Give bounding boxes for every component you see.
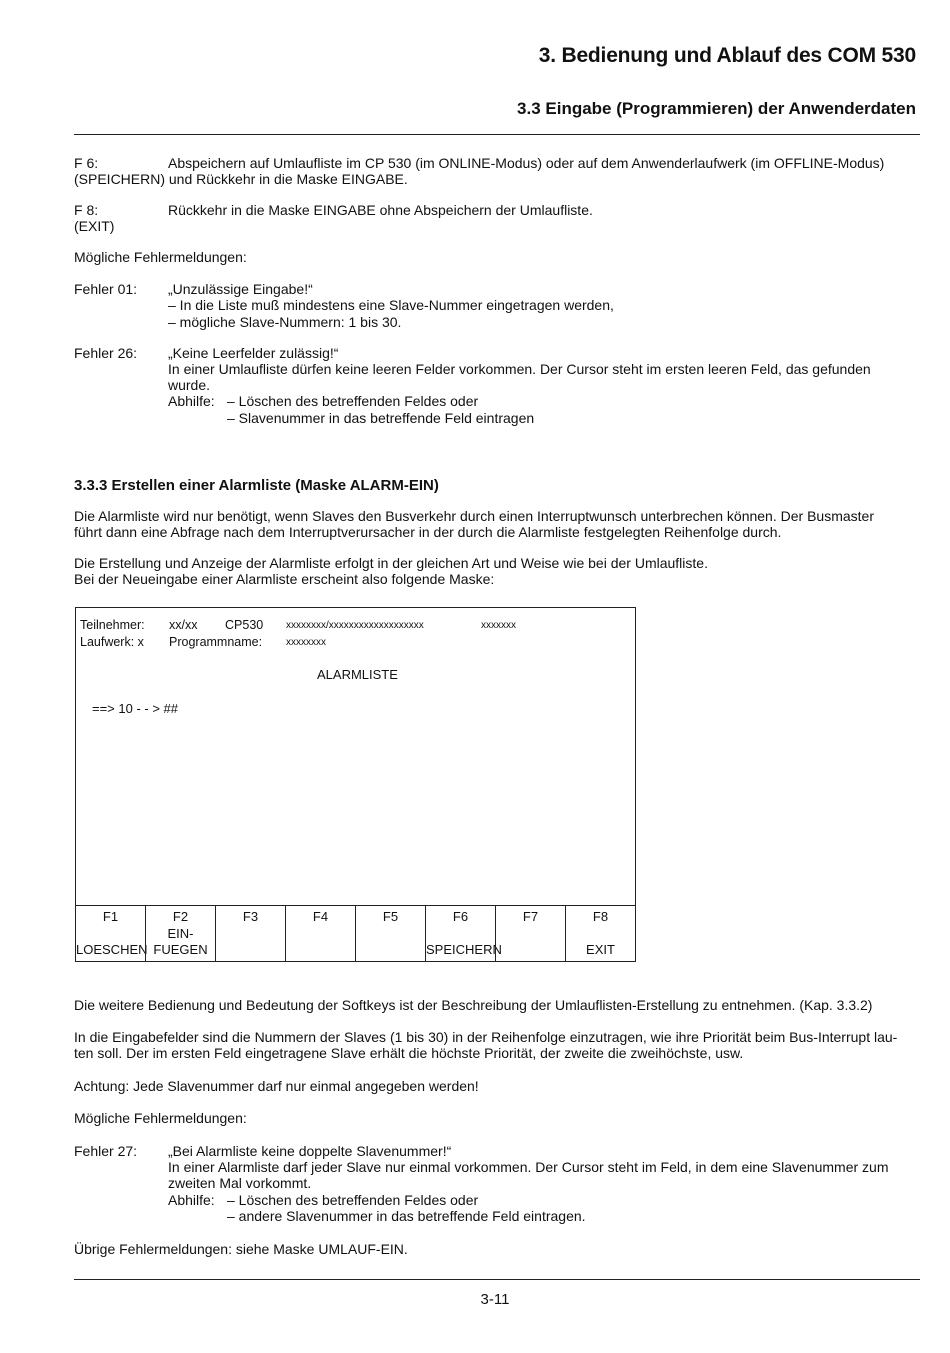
softkey-f3-key: F3 [242, 909, 259, 924]
fehler26-text2: wurde. [168, 377, 211, 393]
softkey-f5-key: F5 [382, 909, 399, 924]
softkey-f6-key: F6 [452, 909, 469, 924]
section-p2a: Die Erstellung und Anzeige der Alarmliste erfolgt in der gleichen Art und Weise wie bei der Umlaufliste. [74, 555, 708, 571]
f8-sub: (EXIT) [74, 218, 115, 234]
softkey-f4[interactable] [285, 906, 355, 962]
softkey-f1-key: F1 [102, 909, 119, 924]
subsection-title: 3.3.3 Erstellen einer Alarmliste (Maske ALARM-EIN) [74, 477, 439, 494]
f8-key: F 8: [74, 202, 99, 218]
softkey-f8-key: F8 [592, 909, 609, 924]
program-name-value: xxxxxxxx [286, 637, 326, 648]
fehler26-msg: „Keine Leerfelder zulässig!“ [168, 345, 339, 361]
after-p2a: In die Eingabefelder sind die Nummern der Slaves (1 bis 30) in der Reihenfolge einzutragen, wie ihre Priorität beim Bus-Interrupt lau- [74, 1029, 898, 1045]
participant-value: xx/xx [169, 618, 198, 632]
softkey-f2-label: EIN- [167, 926, 194, 941]
after-p3: Achtung: Jede Slavenummer darf nur einmal angegeben werden! [74, 1078, 479, 1094]
softkey-f3[interactable] [215, 906, 285, 962]
softkey-f8[interactable] [565, 906, 636, 962]
header-rule [74, 134, 920, 135]
softkey-f8-label: EXIT [586, 942, 615, 957]
softkey-bar [75, 905, 636, 962]
softkey-f2-key: F2 [172, 909, 189, 924]
f6-text-cont: (SPEICHERN) und Rückkehr in die Maske EINGABE. [74, 171, 408, 187]
fehler27-text2: zweiten Mal vorkommt. [168, 1175, 312, 1191]
path-value: xxxxxxxx/xxxxxxxxxxxxxxxxxxx [286, 620, 424, 631]
softkey-f1-label: LOESCHEN [76, 942, 148, 957]
softkey-f7[interactable] [495, 906, 565, 962]
fehler26-label: Fehler 26: [74, 345, 138, 361]
errors-intro: Mögliche Fehlermeldungen: [74, 249, 247, 265]
fehler27-a2: – andere Slavenummer in das betreffende Feld eintragen. [227, 1208, 586, 1224]
softkey-f6[interactable] [425, 906, 502, 962]
softkey-f2[interactable] [145, 906, 215, 962]
softkey-f7-key: F7 [522, 909, 539, 924]
extra-value: xxxxxxx [481, 620, 516, 631]
fehler01-b2: – mögliche Slave-Nummern: 1 bis 30. [168, 314, 402, 330]
fehler01-label: Fehler 01: [74, 281, 138, 297]
softkey-f1[interactable] [75, 906, 148, 962]
fehler26-a2: – Slavenummer in das betreffende Feld eintragen [227, 410, 535, 426]
participant-label: Teilnehmer: [80, 618, 145, 632]
section-p2b: Bei der Neueingabe einer Alarmliste erscheint also folgende Maske: [74, 571, 495, 587]
fehler26-abhilfe-label: Abhilfe: [168, 393, 215, 409]
entry-field[interactable]: ==> 10 - - > ## [92, 701, 179, 716]
section-p1b: führt dann eine Abfrage nach dem Interruptverursacher in der durch die Alarmliste festgelegten Reihenfolge durch. [74, 524, 782, 540]
fehler27-label: Fehler 27: [74, 1143, 138, 1159]
f6-text: Abspeichern auf Umlaufliste im CP 530 (im ONLINE-Modus) oder auf dem Anwenderlaufwerk (im OFFLINE-Modus) [168, 155, 885, 171]
program-name-label: Programmname: [169, 635, 263, 649]
fehler26-text: In einer Umlaufliste dürfen keine leeren Felder vorkommen. Der Cursor steht im ersten leeren Feld, das gefunden [168, 361, 871, 377]
section-p1a: Die Alarmliste wird nur benötigt, wenn Slaves den Busverkehr durch einen Interruptwunsch unterbrechen können. Der Busmaster [74, 508, 874, 524]
f8-text: Rückkehr in die Maske EINGABE ohne Abspeichern der Umlaufliste. [168, 202, 593, 218]
after-p2b: ten soll. Der im ersten Feld eingetragene Slave erhält die höchste Priorität, der zweite die zweihöchste, usw. [74, 1045, 744, 1061]
softkey-f4-key: F4 [312, 909, 329, 924]
drive-label: Laufwerk: x [80, 635, 144, 649]
softkey-f2-label: FUEGEN [153, 942, 208, 957]
softkey-f6-label: SPEICHERN [426, 942, 502, 957]
after-p4: Mögliche Fehlermeldungen: [74, 1110, 247, 1126]
alarm-mask-screen [75, 607, 636, 962]
after-p1: Die weitere Bedienung und Bedeutung der Softkeys ist der Beschreibung der Umlauflisten-Erstellung zu entnehmen. (Kap. 3.3.2) [74, 997, 873, 1013]
chapter-title: 3. Bedienung und Ablauf des COM 530 [538, 44, 916, 67]
fehler01-msg: „Unzulässige Eingabe!“ [168, 281, 313, 297]
fehler27-a1: – Löschen des betreffenden Feldes oder [227, 1192, 479, 1208]
fehler27-text: In einer Alarmliste darf jeder Slave nur einmal vorkommen. Der Cursor steht im Feld, in dem eine Slavenummer zum [168, 1159, 889, 1175]
fehler27-abhilfe-label: Abhilfe: [168, 1192, 215, 1208]
f6-key: F 6: [74, 155, 99, 171]
page-number: 3-11 [480, 1291, 510, 1308]
footer-note: Übrige Fehlermeldungen: siehe Maske UMLAUF-EIN. [74, 1241, 408, 1257]
fehler26-a1: – Löschen des betreffenden Feldes oder [227, 393, 479, 409]
cp-model: CP530 [225, 618, 264, 632]
softkey-f5[interactable] [355, 906, 425, 962]
mask-title: ALARMLISTE [317, 667, 398, 682]
footer-rule [74, 1279, 920, 1280]
fehler01-b1: – In die Liste muß mindestens eine Slave-Nummer eingetragen werden, [168, 297, 614, 313]
section-title: 3.3 Eingabe (Programmieren) der Anwenderdaten [517, 99, 916, 118]
fehler27-msg: „Bei Alarmliste keine doppelte Slavenummer!“ [168, 1143, 452, 1159]
